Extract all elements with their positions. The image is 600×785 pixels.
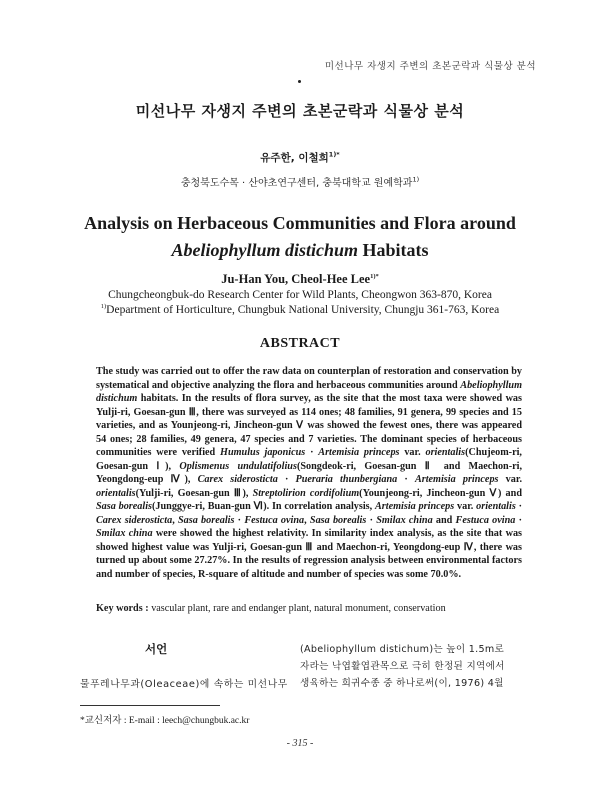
footnote-rule — [80, 705, 220, 706]
english-affiliation-2 — [0, 303, 600, 318]
abstract-species-name: Artemisia princeps — [375, 501, 455, 512]
korean-authors-sup: 1)* — [328, 150, 340, 159]
abstract-text: and — [432, 514, 456, 526]
intro-right-line: (Abeliophyllum distichum)는 높이 1.5m로 — [300, 644, 505, 655]
intro-heading: 서언 — [145, 642, 168, 656]
abstract-species-name: Oplismenus undulatifolius — [179, 460, 297, 472]
keywords — [96, 603, 526, 614]
abstract-species-name: orientalis — [476, 501, 516, 512]
intro-left-column: 물푸레나무과(Oleaceae)에 속하는 미선나무 — [80, 679, 288, 690]
abstract-species-name: Humulus japonicus — [220, 447, 306, 458]
intro-right-column — [300, 641, 540, 692]
korean-title: 미선나무 자생지 주변의 초본군락과 식물상 분석 — [135, 102, 465, 120]
abstract-text: habitats. In the results of flora survey, as the site that the most taxa were showed was Yulji-ri, Goesan-gun Ⅲ, there was surveyed as 114 ones; 48 families, 91 genera, 99 species and 15 varieties, and as Younjeong-ri, Jincheon-gun Ⅴ was showed the fewest ones, there was appeared 54 ones; 28 families, 49 genera, 47 species and 7 varieties. The dominant species of herbaceous communities were verified — [96, 393, 522, 458]
abstract-text: · — [515, 514, 522, 526]
abstract-text: were showed the highest relativity. In similarity index analysis, as the site that was showed highest value was Yulji-ri, Goesan-gun Ⅲ and Maechon-ri, Yeongdong-eup Ⅳ, there was turned up about some 27.27%. In the results of regression analysis between environmental factors and number of species, R-square of altitude and number of species was some 70.0%. — [96, 528, 523, 580]
english-affiliations — [0, 288, 600, 318]
abstract-species-name: Carex siderosticta — [197, 474, 278, 485]
korean-affiliation — [0, 174, 600, 189]
intro-right-line: 생육하는 희귀수종 중 하나로써(이, 1976) 4월 — [300, 678, 504, 689]
abstract-text: · — [397, 474, 415, 485]
page-number: - 315 - — [286, 738, 314, 749]
intro-right-line: 자라는 낙엽활엽관목으로 극히 한정된 지역에서 — [300, 661, 505, 672]
abstract-text: · — [305, 447, 319, 458]
abstract-text: (Chujeom-ri, Goesan-gun Ⅰ), — [96, 447, 522, 472]
abstract-text: , — [172, 514, 179, 526]
keywords-label: Key words : — [96, 603, 149, 614]
abstract-text: · — [277, 474, 296, 485]
korean-authors — [0, 150, 600, 165]
english-title — [0, 210, 600, 264]
english-authors-names: Ju-Han You, Cheol-Hee Lee — [221, 272, 371, 286]
abstract-species-name: Smilax china — [96, 528, 153, 539]
abstract-text: (Younjeong-ri, Jincheon-gun Ⅴ) and — [359, 487, 522, 499]
english-title-species: Abeliophyllum distichum — [171, 240, 358, 260]
abstract-text: (Songdeok-ri, Goesan-gun Ⅱ and Maechon-ri, Yeongdong-eup Ⅳ), — [96, 460, 522, 485]
abstract-text: var. — [399, 447, 426, 458]
english-authors-sup: 1)* — [370, 272, 379, 280]
abstract-species-name: orientalis — [96, 487, 136, 499]
english-affiliation-2-text: Department of Horticulture, Chungbuk National University, Chungju 361-763, Korea — [106, 304, 500, 316]
abstract-species-name: Smilax china — [376, 514, 433, 526]
abstract-species-name: Artemisia princeps — [414, 474, 499, 485]
english-title-line1: Analysis on Herbaceous Communities and Flora around — [84, 213, 516, 233]
korean-affiliation-sup: 1) — [412, 175, 420, 184]
abstract-text: The study was carried out to offer the raw data on counterplan of restoration and conservation by systematical and objective analyzing the flora and herbaceous communities around — [96, 366, 522, 391]
keywords-text: vascular plant, rare and endanger plant, natural monument, conservation — [148, 603, 446, 614]
korean-affiliation-text: 충청북도수목 · 산야초연구센터, 충북대학교 원예학과 — [180, 178, 413, 189]
abstract-species-name: Abeliophyllum distichum — [96, 379, 522, 404]
corresponding-author-footnote: *교신저자 : E-mail : leech@chungbuk.ac.kr — [80, 716, 250, 726]
abstract-text: · — [234, 514, 245, 526]
abstract-text: var. — [454, 501, 477, 512]
center-dot — [298, 80, 301, 83]
abstract-species-name: orientalis — [425, 447, 466, 458]
abstract-species-name: Artemisia princeps — [318, 447, 400, 458]
english-affiliation-2-sup: 1) — [100, 303, 107, 311]
english-title-rest: Habitats — [358, 240, 429, 260]
abstract-heading: ABSTRACT — [259, 336, 341, 351]
korean-authors-names: 유주한, 이철희 — [260, 152, 329, 164]
abstract-species-name: Festuca ovina — [455, 514, 516, 526]
abstract-text: · — [515, 501, 522, 512]
english-title-line2 — [0, 237, 600, 264]
abstract-body — [96, 365, 522, 581]
abstract-text: (Junggye-ri, Buan-gun Ⅵ). In correlation analysis, — [152, 501, 375, 512]
abstract-species-name: Pueraria thunbergiana — [295, 474, 398, 485]
english-authors — [0, 272, 600, 287]
abstract-species-name: Carex siderosticta — [96, 514, 173, 526]
abstract-text: var. — [498, 474, 522, 485]
english-affiliation-1: Chungcheongbuk-do Research Center for Wild Plants, Cheongwon 363-870, Korea — [108, 289, 492, 301]
abstract-text: · — [366, 514, 377, 526]
abstract-species-name: Festuca ovina — [244, 514, 305, 526]
abstract-text: (Yulji-ri, Goesan-gun Ⅲ), — [135, 487, 253, 499]
abstract-species-name: Streptolirion cordifolium — [252, 487, 360, 499]
abstract-species-name: Sasa borealis — [96, 501, 153, 512]
abstract-species-name: Sasa borealis — [178, 514, 235, 526]
abstract-text: , — [304, 514, 310, 526]
abstract-species-name: Sasa borealis — [309, 514, 367, 526]
running-header: 미선나무 자생지 주변의 초본군락과 식물상 분석 — [324, 61, 536, 72]
